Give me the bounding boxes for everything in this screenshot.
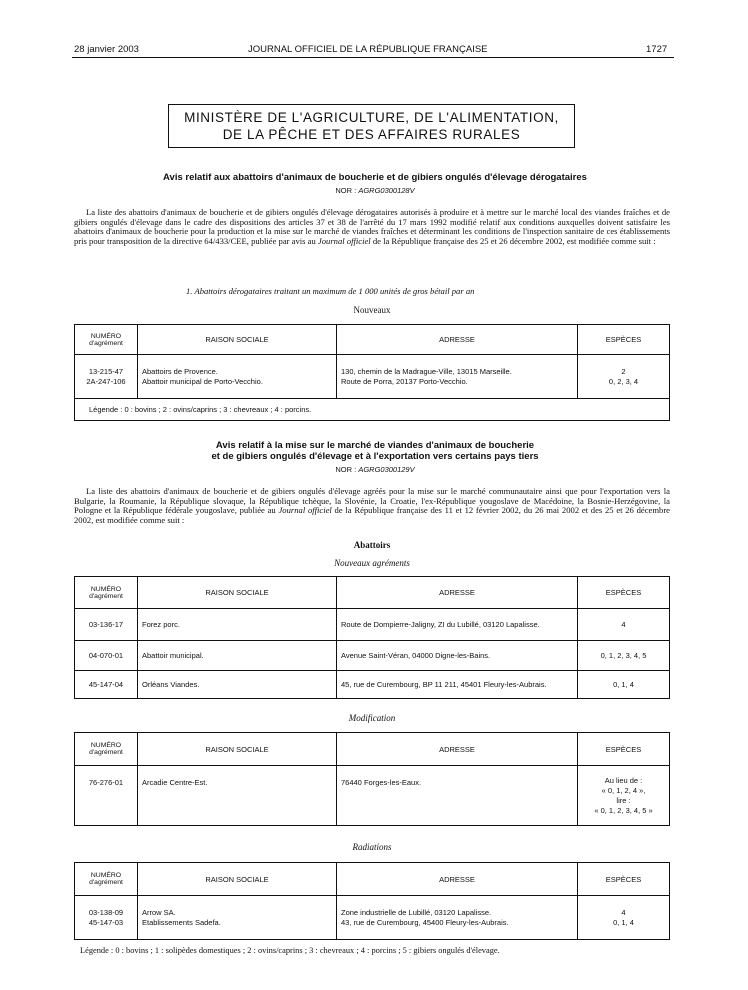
avis1-paragraph: La liste des abattoirs d'animaux de boucherie et de gibiers ongulés d'élevage dérogataires autorisés à produire et à mettre sur le marché local des viandes fraîches et de gibiers ongulés d'élevage dans le cadre des dispositions des articles 37 et 38 de l'arrêté du 17 mars 1992 modifié relatif aux conditions auxquelles doivent satisfaire les abattoirs d'animaux de boucherie pour la production et la mise sur le marché de viandes fraîches et déterminant les conditions de l'inspection sanitaire de ces établissements pris pour transposition de la directive 64/433/CEE, publiée par avis au Journal officiel de la République française des 25 et 26 décembre 2002, est modifiée comme suit : — [74, 207, 670, 246]
col-numero: NUMÉRO d'agrément — [75, 325, 138, 355]
col-especes: ESPÈCES — [578, 577, 670, 609]
table-row — [75, 766, 670, 826]
ministry-box — [168, 104, 575, 148]
avis2-nor: NOR : AGRG0300129V — [335, 465, 415, 474]
ministry-line1: MINISTÈRE DE L'AGRICULTURE, DE L'ALIMENTATION, — [184, 110, 559, 125]
journal-title: JOURNAL OFFICIEL DE LA RÉPUBLIQUE FRANÇAISE — [248, 44, 488, 55]
avis2-paragraph: La liste des abattoirs d'animaux de boucherie et de gibiers ongulés d'élevage agréés pour la mise sur le marché communautaire ainsi que pour l'exportation vers la Bulgarie, la Roumanie, la République slovaque, la République tchèque, la Slovénie, la Croatie, l'ex-République yougoslave de Macédoine, la Bosnie-Herzégovine, la Pologne et la République fédérale yougoslave, publiée au Journal officiel de la République française des 11 et 12 février 2002, du 26 mai 2002 et des 25 et 26 décembre 2002, est modifiée comme suit : — [74, 486, 670, 525]
modification-table — [74, 732, 670, 826]
numero-cell: 03-138-09 45-147-03 — [75, 896, 138, 940]
adresse-cell: Avenue Saint-Véran, 04000 Digne-les-Bains. — [337, 641, 578, 671]
numero-cell: 76-276-01 — [75, 766, 138, 826]
avis2-title: Avis relatif à la mise sur le marché de viandes d'animaux de boucherie et de gibiers ongulés d'élevage et à l'exportation vers certains pays tiers — [211, 440, 539, 462]
numero-cell: 04-070-01 — [75, 641, 138, 671]
legend-row — [75, 399, 670, 421]
nouveaux-table — [74, 576, 670, 699]
raison-cell: Orléans Viandes. — [138, 671, 337, 699]
numero-cell: 03-136-17 — [75, 609, 138, 641]
col-raison: RAISON SOCIALE — [138, 863, 337, 896]
col-adresse: ADRESSE — [337, 325, 578, 355]
especes-cell: 2 0, 2, 3, 4 — [578, 355, 670, 399]
col-numero: NUMÉRO d'agrément — [75, 733, 138, 766]
especes-cell: 0, 1, 4 — [578, 671, 670, 699]
modification-label: Modification — [348, 713, 396, 723]
table-row — [75, 609, 670, 641]
ministry-line2: DE LA PÊCHE ET DES AFFAIRES RURALES — [222, 127, 521, 142]
page-number: 1727 — [646, 44, 668, 55]
avis1-table — [74, 324, 670, 421]
col-especes: ESPÈCES — [578, 325, 670, 355]
header-date: 28 janvier 2003 — [74, 44, 139, 55]
adresse-cell: Route de Dompierre-Jaligny, ZI du Lubillé, 03120 Lapalisse. — [337, 609, 578, 641]
adresse-cell: Zone industrielle de Lubillé, 03120 Lapalisse. 43, rue de Curembourg, 45400 Fleury-les-Aubrais. — [337, 896, 578, 940]
table-header-row — [75, 863, 670, 896]
avis1-nor: NOR : AGRG0300128V — [335, 186, 415, 195]
adresse-cell: 76440 Forges-les-Eaux. — [337, 766, 578, 826]
col-raison: RAISON SOCIALE — [138, 577, 337, 609]
col-raison: RAISON SOCIALE — [138, 325, 337, 355]
abattoirs-heading: Abattoirs — [353, 540, 391, 550]
avis1-subsection: Nouveaux — [353, 305, 391, 315]
numero-cell: 45-147-04 — [75, 671, 138, 699]
numero-cell: 13-215-47 2A-247-106 — [75, 355, 138, 399]
col-adresse: ADRESSE — [337, 863, 578, 896]
table-row — [75, 896, 670, 940]
col-numero: NUMÉRO d'agrément — [75, 577, 138, 609]
col-especes: ESPÈCES — [578, 733, 670, 766]
col-especes: ESPÈCES — [578, 863, 670, 896]
raison-cell: Arcadie Centre-Est. — [138, 766, 337, 826]
adresse-cell: 45, rue de Curembourg, BP 11 211, 45401 Fleury-les-Aubrais. — [337, 671, 578, 699]
col-numero: NUMÉRO d'agrément — [75, 863, 138, 896]
especes-cell: 4 — [578, 609, 670, 641]
table-header-row — [75, 577, 670, 609]
adresse-cell: 130, chemin de la Madrague-Ville, 13015 Marseille. Route de Porra, 20137 Porto-Vecchio. — [337, 355, 578, 399]
table-row — [75, 355, 670, 399]
nouveaux-label: Nouveaux agréments — [334, 558, 410, 568]
raison-cell: Arrow SA. Etablissements Sadefa. — [138, 896, 337, 940]
table-header-row — [75, 733, 670, 766]
radiations-table — [74, 862, 670, 940]
col-adresse: ADRESSE — [337, 577, 578, 609]
raison-cell: Abattoir municipal. — [138, 641, 337, 671]
especes-cell: Au lieu de : « 0, 1, 2, 4 », lire : « 0, 1, 2, 3, 4, 5 » — [578, 766, 670, 826]
col-raison: RAISON SOCIALE — [138, 733, 337, 766]
col-adresse: ADRESSE — [337, 733, 578, 766]
legend-cell: Légende : 0 : bovins ; 2 : ovins/caprins ; 3 : chevreaux ; 4 : porcins. — [75, 399, 670, 421]
avis1-section-heading: 1. Abattoirs dérogataires traitant un maximum de 1 000 unités de gros bétail par an — [186, 286, 475, 296]
header-rule — [72, 57, 674, 58]
especes-cell: 4 0, 1, 4 — [578, 896, 670, 940]
table-header-row — [75, 325, 670, 355]
radiations-label: Radiations — [352, 842, 392, 852]
avis2-legend: Légende : 0 : bovins ; 1 : solipèdes domestiques ; 2 : ovins/caprins ; 3 : chevreaux ; 4 : porcins ; 5 : gibiers ongulés d'élevage. — [80, 946, 500, 955]
avis1-title: Avis relatif aux abattoirs d'animaux de boucherie et de gibiers ongulés d'élevage dérogataires — [163, 172, 587, 183]
table-row — [75, 641, 670, 671]
raison-cell: Forez porc. — [138, 609, 337, 641]
raison-cell: Abattoirs de Provence. Abattoir municipal de Porto-Vecchio. — [138, 355, 337, 399]
table-row — [75, 671, 670, 699]
especes-cell: 0, 1, 2, 3, 4, 5 — [578, 641, 670, 671]
